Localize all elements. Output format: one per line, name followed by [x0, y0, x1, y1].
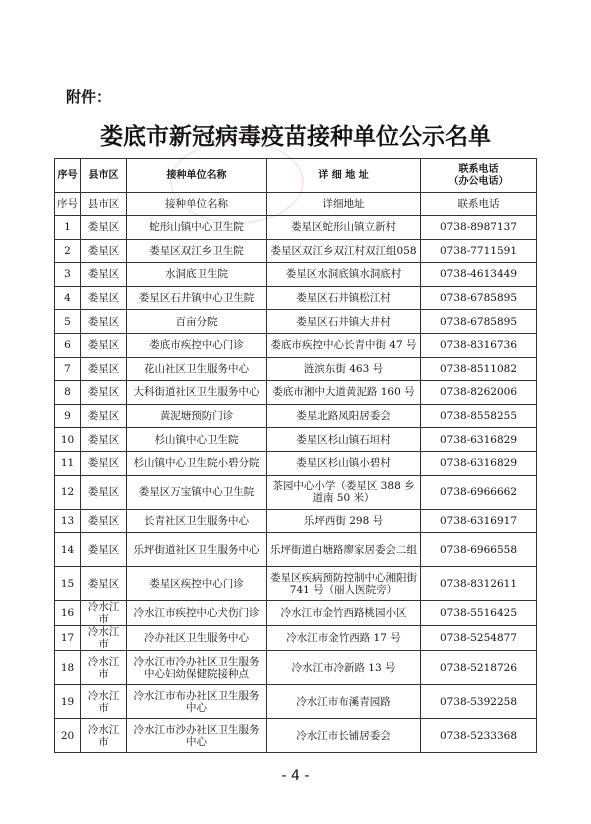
- subheader-phone: 联系电话: [421, 193, 537, 216]
- header-address: 详 细 地 址: [267, 159, 421, 193]
- subheader-address: 详细地址: [267, 193, 421, 216]
- cell-index: 13: [55, 509, 81, 533]
- table-row: [55, 601, 537, 626]
- cell-phone: 0738-6316829: [421, 428, 537, 452]
- cell-address: 娄底市疾控中心长青中街 47 号: [267, 333, 421, 357]
- cell-index: 16: [55, 601, 81, 626]
- cell-address: 娄星区双江乡双江村双江组058: [267, 239, 421, 263]
- cell-address: 冷水江市金竹西路 17 号: [267, 626, 421, 651]
- cell-address: 娄星区杉山镇石垣村: [267, 428, 421, 452]
- cell-index: 8: [55, 381, 81, 405]
- cell-phone: 0738-7711591: [421, 239, 537, 263]
- cell-site-name: 花山社区卫生服务中心: [127, 357, 267, 381]
- cell-address: 涟滨东街 463 号: [267, 357, 421, 381]
- table-row: [55, 310, 537, 334]
- cell-address: 娄星区疾病预防控制中心湘阳街 741 号（丽人医院旁）: [267, 567, 421, 601]
- cell-phone: 0738-8316736: [421, 333, 537, 357]
- table-row: [55, 216, 537, 240]
- cell-address: 冷水江市布溪青园路: [267, 685, 421, 719]
- cell-index: 6: [55, 333, 81, 357]
- header-phone: [421, 159, 537, 193]
- cell-address: 娄星区石井镇松江村: [267, 286, 421, 310]
- cell-site-name: 冷水江市冷办社区卫生服务中心妇幼保健院接种点: [127, 651, 267, 685]
- cell-district: 冷水江市: [81, 719, 127, 753]
- cell-district: 冷水江市: [81, 685, 127, 719]
- cell-phone: 0738-5516425: [421, 601, 537, 626]
- cell-site-name: 冷水江市沙办社区卫生服务中心: [127, 719, 267, 753]
- cell-index: 7: [55, 357, 81, 381]
- cell-phone: 0738-8558255: [421, 404, 537, 428]
- header-site-name: 接种单位名称: [127, 159, 267, 193]
- cell-district: 娄星区: [81, 239, 127, 263]
- cell-phone: 0738-5218726: [421, 651, 537, 685]
- subheader-district: 县市区: [81, 193, 127, 216]
- cell-district: 娄星区: [81, 216, 127, 240]
- cell-phone: 0738-4613449: [421, 263, 537, 287]
- cell-address: 乐坪街道白塘路廖家居委会二组: [267, 533, 421, 567]
- cell-district: 娄星区: [81, 509, 127, 533]
- header-index: 序号: [55, 159, 81, 193]
- cell-phone: 0738-6785895: [421, 310, 537, 334]
- cell-index: 3: [55, 263, 81, 287]
- cell-phone: 0738-6316829: [421, 451, 537, 475]
- cell-district: 娄星区: [81, 357, 127, 381]
- cell-index: 14: [55, 533, 81, 567]
- cell-address: 娄星北路凤阳居委会: [267, 404, 421, 428]
- header-phone-line1: 联系电话: [458, 163, 499, 175]
- table-row: [55, 475, 537, 509]
- cell-index: 11: [55, 451, 81, 475]
- cell-district: 娄星区: [81, 333, 127, 357]
- cell-site-name: 冷水江市布办社区卫生服务中心: [127, 685, 267, 719]
- cell-phone: 0738-6966662: [421, 475, 537, 509]
- cell-index: 19: [55, 685, 81, 719]
- cell-index: 2: [55, 239, 81, 263]
- cell-phone: 0738-5254877: [421, 626, 537, 651]
- cell-phone: 0738-5233368: [421, 719, 537, 753]
- cell-district: 娄星区: [81, 263, 127, 287]
- cell-address: 娄星区水洞底镇水洞底村: [267, 263, 421, 287]
- cell-phone: 0738-8511082: [421, 357, 537, 381]
- cell-district: 娄星区: [81, 451, 127, 475]
- table-row: [55, 685, 537, 719]
- document-title: 娄底市新冠病毒疫苗接种单位公示名单: [100, 123, 491, 150]
- cell-address: 乐坪西街 298 号: [267, 509, 421, 533]
- cell-phone: 0738-6785895: [421, 286, 537, 310]
- table-subheader-row: [55, 193, 537, 216]
- cell-site-name: 蛇形山镇中心卫生院: [127, 216, 267, 240]
- cell-site-name: 娄底市疾控中心门诊: [127, 333, 267, 357]
- vaccination-sites-table: [54, 158, 537, 753]
- cell-address: 冷水江市长铺居委会: [267, 719, 421, 753]
- cell-index: 20: [55, 719, 81, 753]
- table-row: [55, 381, 537, 405]
- attachment-label: 附件：: [66, 88, 112, 106]
- cell-phone: 0738-8987137: [421, 216, 537, 240]
- cell-index: 1: [55, 216, 81, 240]
- table-row: [55, 626, 537, 651]
- cell-site-name: 大科街道社区卫生服务中心: [127, 381, 267, 405]
- cell-index: 5: [55, 310, 81, 334]
- cell-address: 娄星区蛇形山镇立新村: [267, 216, 421, 240]
- cell-phone: 0738-8312611: [421, 567, 537, 601]
- header-phone-line2: （办公电话）: [448, 175, 509, 187]
- table-row: [55, 533, 537, 567]
- table-row: [55, 286, 537, 310]
- cell-phone: 0738-5392258: [421, 685, 537, 719]
- cell-index: 18: [55, 651, 81, 685]
- cell-address: 娄底市湘中大道黄泥路 160 号: [267, 381, 421, 405]
- cell-site-name: 娄星区疾控中心门诊: [127, 567, 267, 601]
- table-row: [55, 451, 537, 475]
- table-row: [55, 428, 537, 452]
- table-row: [55, 263, 537, 287]
- header-district: 县市区: [81, 159, 127, 193]
- cell-index: 17: [55, 626, 81, 651]
- cell-district: 娄星区: [81, 475, 127, 509]
- cell-site-name: 黄泥塘预防门诊: [127, 404, 267, 428]
- cell-index: 4: [55, 286, 81, 310]
- cell-district: 冷水江市: [81, 651, 127, 685]
- table-row: [55, 404, 537, 428]
- table-row: [55, 333, 537, 357]
- cell-index: 10: [55, 428, 81, 452]
- cell-district: 娄星区: [81, 404, 127, 428]
- table-row: [55, 357, 537, 381]
- cell-index: 15: [55, 567, 81, 601]
- table-row: [55, 239, 537, 263]
- cell-district: 娄星区: [81, 310, 127, 334]
- cell-address: 娄星区杉山镇小碧村: [267, 451, 421, 475]
- cell-site-name: 杉山镇中心卫生院: [127, 428, 267, 452]
- cell-index: 12: [55, 475, 81, 509]
- cell-site-name: 娄星区万宝镇中心卫生院: [127, 475, 267, 509]
- cell-address: 娄星区石井镇大井村: [267, 310, 421, 334]
- cell-district: 娄星区: [81, 533, 127, 567]
- cell-site-name: 娄星区石井镇中心卫生院: [127, 286, 267, 310]
- cell-site-name: 长青社区卫生服务中心: [127, 509, 267, 533]
- cell-site-name: 冷办社区卫生服务中心: [127, 626, 267, 651]
- cell-address: 冷水江市冷新路 13 号: [267, 651, 421, 685]
- table-row: [55, 509, 537, 533]
- cell-index: 9: [55, 404, 81, 428]
- table-header-row: [55, 159, 537, 193]
- subheader-site-name: 接种单位名称: [127, 193, 267, 216]
- cell-district: 冷水江市: [81, 626, 127, 651]
- cell-phone: 0738-8262006: [421, 381, 537, 405]
- cell-phone: 0738-6966558: [421, 533, 537, 567]
- cell-district: 娄星区: [81, 567, 127, 601]
- cell-district: 冷水江市: [81, 601, 127, 626]
- cell-phone: 0738-6316917: [421, 509, 537, 533]
- cell-site-name: 乐坪街道社区卫生服务中心: [127, 533, 267, 567]
- cell-district: 娄星区: [81, 428, 127, 452]
- table-row: [55, 719, 537, 753]
- table-row: [55, 567, 537, 601]
- cell-site-name: 百亩分院: [127, 310, 267, 334]
- cell-district: 娄星区: [81, 286, 127, 310]
- cell-site-name: 杉山镇中心卫生院小碧分院: [127, 451, 267, 475]
- cell-address: 冷水江市金竹西路桃园小区: [267, 601, 421, 626]
- subheader-index: 序号: [55, 193, 81, 216]
- cell-site-name: 冷水江市疾控中心犬伤门诊: [127, 601, 267, 626]
- cell-address: 茶园中心小学（娄星区 388 乡道南 50 米）: [267, 475, 421, 509]
- cell-district: 娄星区: [81, 381, 127, 405]
- cell-site-name: 水洞底卫生院: [127, 263, 267, 287]
- cell-site-name: 娄星区双江乡卫生院: [127, 239, 267, 263]
- page-number: - 4 -: [281, 768, 310, 784]
- table-row: [55, 651, 537, 685]
